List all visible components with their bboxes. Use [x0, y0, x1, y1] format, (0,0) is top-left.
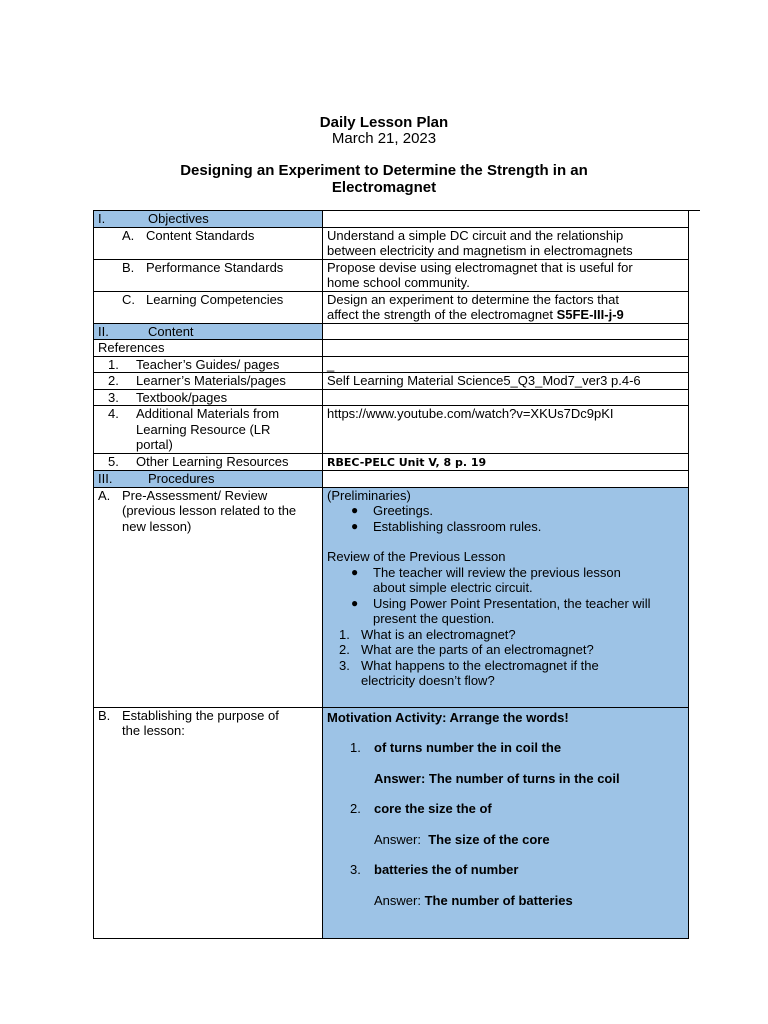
bullet-icon: ● — [351, 595, 359, 610]
lesson-topic-line2: Electromagnet — [331, 179, 437, 196]
answer-label: Answer: — [374, 831, 421, 847]
value-line: Propose devise using electromagnet that is useful for — [327, 259, 633, 275]
scrambled-words: core the size the of — [374, 801, 492, 816]
list-item: present the question. — [373, 611, 495, 626]
label-line: portal) — [136, 437, 173, 452]
value-line: affect the strength of the electromagnet — [327, 307, 553, 322]
item-number: 2. — [350, 801, 361, 816]
content-standards-label: Content Standards — [146, 227, 255, 243]
references-empty — [323, 340, 689, 357]
table-row — [94, 389, 689, 406]
label-line: Pre-Assessment/ Review — [122, 487, 268, 503]
other-resources-label: Other Learning Resources — [136, 453, 289, 469]
performance-standards-value — [323, 259, 689, 291]
objectives-header — [94, 211, 323, 228]
table-row — [94, 373, 689, 390]
value-line: Design an experiment to determine the factors that — [327, 291, 619, 307]
item-number: 3. — [108, 389, 119, 405]
question-number: 1. — [339, 626, 350, 642]
answer-label: Answer: — [374, 892, 421, 908]
section-label: Content — [148, 323, 194, 339]
item-letter: A. — [122, 227, 135, 243]
table-row — [94, 259, 689, 291]
section-label: Procedures — [148, 471, 215, 486]
answer-line — [327, 832, 684, 848]
section-numeral: II. — [98, 323, 109, 339]
question-text: What are the parts of an electromagnet? — [361, 642, 594, 657]
section-numeral: I. — [98, 211, 106, 226]
content-header-empty — [323, 323, 689, 340]
label-line: new lesson) — [122, 518, 192, 534]
question-text: electricity doesn’t flow? — [361, 673, 495, 688]
purpose-label — [94, 707, 323, 938]
lesson-plan-table — [93, 210, 689, 939]
answer-line — [327, 771, 684, 787]
procedures-header — [94, 471, 323, 488]
list-item: about simple electric circuit. — [373, 580, 533, 595]
content-standards-value — [323, 227, 689, 259]
label-line: the lesson: — [122, 723, 185, 738]
question-number: 3. — [339, 657, 350, 673]
answer-text: The number of batteries — [424, 892, 573, 908]
motivation-activity-title: Motivation Activity: Arrange the words! — [327, 709, 569, 725]
textbook-value — [323, 389, 689, 406]
teachers-guides-label: Teacher’s Guides/ pages — [136, 356, 280, 372]
question-text: What is an electromagnet? — [361, 626, 516, 642]
table-row — [94, 406, 689, 454]
other-resources-value: RBEC-PELC Unit V, 8 p. 19 — [327, 455, 487, 469]
table-row — [94, 487, 689, 707]
table-row — [94, 356, 689, 373]
textbook-label: Textbook/pages — [136, 389, 228, 405]
item-letter: A. — [98, 487, 111, 503]
preliminaries-heading: (Preliminaries) — [327, 487, 411, 503]
purpose-content — [323, 707, 689, 938]
item-number: 3. — [350, 862, 361, 877]
references-label: References — [94, 340, 323, 357]
table-row — [94, 707, 689, 938]
answer-text: The size of the core — [428, 831, 550, 847]
section-numeral: III. — [98, 471, 113, 486]
value-line: home school community. — [327, 275, 470, 290]
list-item: Establishing classroom rules. — [373, 518, 542, 534]
item-number: 1. — [108, 356, 119, 372]
table-row — [94, 340, 689, 357]
item-letter: B. — [98, 707, 111, 723]
content-header — [94, 323, 323, 340]
value-line: Understand a simple DC circuit and the relationship — [327, 227, 624, 243]
pre-assessment-content — [323, 487, 689, 707]
item-number: 5. — [108, 453, 119, 469]
learners-materials-label: Learner’s Materials/pages — [136, 373, 286, 388]
scrambled-words: batteries the of number — [374, 862, 519, 877]
table-row — [94, 227, 689, 259]
section-label: Objectives — [148, 211, 209, 226]
table-row — [94, 291, 689, 323]
learners-materials-value: Self Learning Material Science5_Q3_Mod7_ver3 p.4-6 — [323, 373, 689, 390]
content-header-row — [94, 323, 689, 340]
value-line: between electricity and magnetism in electromagnets — [327, 243, 633, 258]
bullet-icon: ● — [351, 503, 359, 517]
bullet-icon: ● — [351, 564, 359, 579]
review-heading: Review of the Previous Lesson — [327, 549, 506, 564]
label-line: Additional Materials from — [136, 406, 280, 421]
objectives-header-row — [94, 211, 689, 228]
scrambled-words: of turns number the in coil the — [374, 740, 562, 755]
list-item: The teacher will review the previous lesson — [373, 564, 621, 580]
pre-assessment-label — [94, 487, 323, 707]
list-item: Greetings. — [373, 503, 433, 518]
answer-line — [327, 893, 684, 909]
item-letter: C. — [122, 291, 135, 307]
teachers-guides-value: _ — [323, 356, 689, 373]
table-edge-line — [688, 210, 700, 211]
document-date: March 21, 2023 — [331, 130, 437, 147]
question-number: 2. — [339, 642, 350, 657]
table-row — [94, 453, 689, 471]
additional-materials-link[interactable]: https://www.youtube.com/watch?v=XKUs7Dc9pKI — [323, 406, 689, 454]
bullet-icon: ● — [351, 518, 359, 533]
procedures-header-empty — [323, 471, 689, 488]
document-title: Daily Lesson Plan — [319, 114, 449, 131]
additional-materials-label — [136, 406, 279, 453]
question-text: What happens to the electromagnet if the — [361, 657, 599, 673]
lesson-topic-line1: Designing an Experiment to Determine the Strength in an — [180, 162, 588, 179]
answer-label: Answer: — [374, 770, 426, 786]
label-line: Establishing the purpose of — [122, 707, 279, 723]
item-letter: B. — [122, 259, 135, 275]
item-number: 1. — [350, 740, 361, 755]
performance-standards-label: Performance Standards — [146, 259, 284, 275]
list-item: Using Power Point Presentation, the teacher will — [373, 595, 651, 611]
procedures-header-row — [94, 471, 689, 488]
learning-competencies-value — [323, 291, 689, 323]
learning-competencies-label: Learning Competencies — [146, 291, 284, 307]
item-number: 2. — [108, 373, 119, 388]
label-line: (previous lesson related to the — [122, 503, 297, 518]
objectives-header-empty — [323, 211, 689, 228]
answer-text: The number of turns in the coil — [428, 770, 620, 786]
item-number: 4. — [108, 406, 119, 421]
competency-code: S5FE-III-j-9 — [556, 307, 624, 322]
label-line: Learning Resource (LR — [136, 421, 271, 437]
